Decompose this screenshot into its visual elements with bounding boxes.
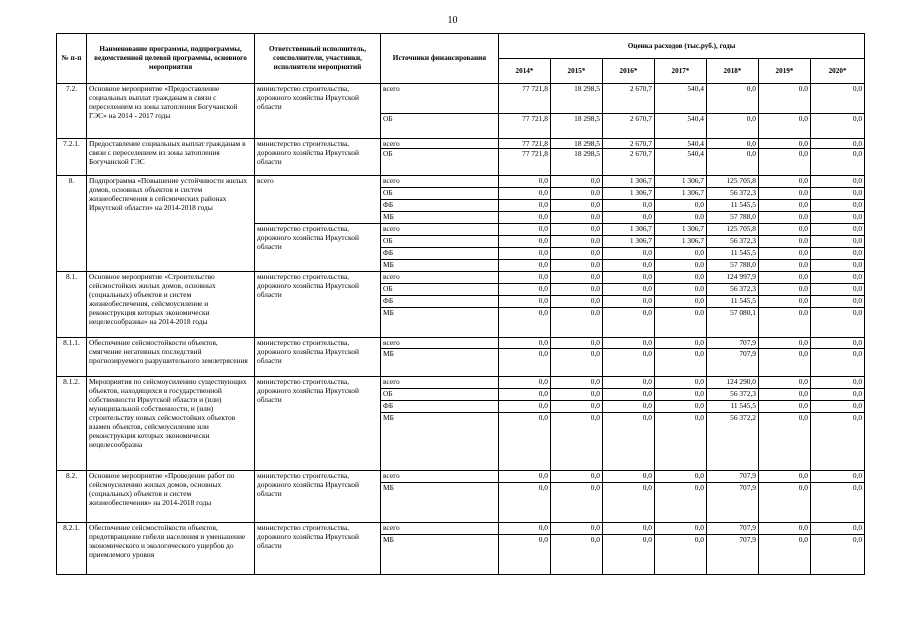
amount-cell: 540,4	[655, 84, 707, 114]
program-name: Подпрограмма «Повышение устойчивости жилых домов, основных объектов и систем жизнеобеспечения в сейсмических районах Иркутской области» на 2014-2018 годы	[87, 176, 255, 272]
amount-cell: 0,0	[499, 523, 551, 535]
amount-cell: 0,0	[655, 349, 707, 377]
amount-cell: 56 372,3	[707, 284, 759, 296]
amount-cell: 57 788,0	[707, 212, 759, 224]
amount-cell: 0,0	[551, 389, 603, 401]
amount-cell: 0,0	[603, 260, 655, 272]
executor-cell: министерство строительства, дорожного хозяйства Иркутской области	[255, 272, 381, 338]
funding-source: всего	[381, 377, 499, 389]
amount-cell: 707,9	[707, 523, 759, 535]
amount-cell: 2 670,7	[603, 84, 655, 114]
amount-cell: 0,0	[603, 471, 655, 483]
funding-source: МБ	[381, 535, 499, 575]
funding-source: МБ	[381, 260, 499, 272]
row-number: 8.	[57, 176, 87, 272]
row-number: 8.2.1.	[57, 523, 87, 575]
amount-cell: 0,0	[655, 284, 707, 296]
amount-cell: 0,0	[759, 212, 811, 224]
row-number: 7.2.	[57, 84, 87, 139]
amount-cell: 0,0	[759, 236, 811, 248]
funding-source: МБ	[381, 212, 499, 224]
amount-cell: 0,0	[811, 188, 865, 200]
amount-cell: 0,0	[551, 212, 603, 224]
amount-cell: 0,0	[603, 401, 655, 413]
executor-cell: министерство строительства, дорожного хозяйства Иркутской области	[255, 523, 381, 575]
amount-cell: 0,0	[811, 389, 865, 401]
amount-cell: 0,0	[499, 349, 551, 377]
amount-cell: 1 306,7	[603, 224, 655, 236]
amount-cell: 0,0	[603, 296, 655, 308]
amount-cell: 0,0	[655, 377, 707, 389]
funding-source: ФБ	[381, 248, 499, 260]
amount-cell: 0,0	[551, 176, 603, 188]
program-name: Основное мероприятие «Проведение работ по сейсмоусилению жилых домов, основных (социальных) объектов и систем жизнеобеспечения» на 2014-2018 годы	[87, 471, 255, 523]
amount-cell: 0,0	[499, 296, 551, 308]
amount-cell: 56 372,3	[707, 389, 759, 401]
amount-cell: 0,0	[759, 149, 811, 176]
amount-cell: 0,0	[759, 338, 811, 349]
amount-cell: 0,0	[759, 471, 811, 483]
funding-source: ОБ	[381, 188, 499, 200]
amount-cell: 0,0	[655, 212, 707, 224]
amount-cell: 0,0	[655, 296, 707, 308]
amount-cell: 77 721,8	[499, 139, 551, 149]
amount-cell: 0,0	[499, 284, 551, 296]
amount-cell: 0,0	[655, 200, 707, 212]
amount-cell: 125 705,8	[707, 176, 759, 188]
amount-cell: 0,0	[603, 535, 655, 575]
amount-cell: 0,0	[603, 200, 655, 212]
amount-cell: 0,0	[759, 535, 811, 575]
header-year: 2019*	[759, 59, 811, 84]
amount-cell: 124 997,9	[707, 272, 759, 284]
amount-cell: 0,0	[759, 296, 811, 308]
funding-source: МБ	[381, 413, 499, 471]
amount-cell: 0,0	[811, 248, 865, 260]
header-num: № п-п	[57, 34, 87, 84]
amount-cell: 0,0	[759, 260, 811, 272]
amount-cell: 0,0	[759, 248, 811, 260]
header-year: 2017*	[655, 59, 707, 84]
amount-cell: 0,0	[707, 149, 759, 176]
header-year: 2015*	[551, 59, 603, 84]
amount-cell: 1 306,7	[655, 236, 707, 248]
amount-cell: 0,0	[499, 377, 551, 389]
amount-cell: 0,0	[603, 338, 655, 349]
amount-cell: 0,0	[759, 188, 811, 200]
amount-cell: 0,0	[811, 236, 865, 248]
amount-cell: 0,0	[655, 272, 707, 284]
amount-cell: 540,4	[655, 114, 707, 139]
amount-cell: 56 372,3	[707, 236, 759, 248]
program-name: Мероприятия по сейсмоусилению существующих объектов, находящихся в государственной собственности Иркутской области и (или) муниципальной собственности, и (или) строительству новых сейсмостойких объектов взамен объектов, сейсмоусиление или реконструкция которых экономически нецелесообразна	[87, 377, 255, 471]
executor-cell: министерство строительства, дорожного хозяйства Иркутской области	[255, 224, 381, 272]
amount-cell: 707,9	[707, 483, 759, 523]
amount-cell: 0,0	[655, 338, 707, 349]
amount-cell: 0,0	[811, 338, 865, 349]
executor-cell: министерство строительства, дорожного хозяйства Иркутской области	[255, 139, 381, 176]
funding-source: всего	[381, 523, 499, 535]
amount-cell: 0,0	[603, 308, 655, 338]
amount-cell: 0,0	[759, 284, 811, 296]
amount-cell: 0,0	[551, 523, 603, 535]
row-number: 8.1.2.	[57, 377, 87, 471]
amount-cell: 0,0	[499, 176, 551, 188]
amount-cell: 0,0	[603, 349, 655, 377]
amount-cell: 0,0	[759, 389, 811, 401]
table-row	[57, 338, 865, 349]
table-row	[57, 176, 865, 188]
amount-cell: 0,0	[759, 200, 811, 212]
funding-source: всего	[381, 176, 499, 188]
program-name: Обеспечение сейсмостойкости объектов, смягчение негативных последствий прогнозируемого разрушительного землетрясения	[87, 338, 255, 377]
amount-cell: 1 306,7	[655, 176, 707, 188]
amount-cell: 0,0	[759, 114, 811, 139]
amount-cell: 2 670,7	[603, 149, 655, 176]
amount-cell: 0,0	[655, 535, 707, 575]
amount-cell: 0,0	[811, 176, 865, 188]
funding-source: всего	[381, 139, 499, 149]
amount-cell: 0,0	[811, 260, 865, 272]
amount-cell: 18 298,5	[551, 149, 603, 176]
table-body	[57, 84, 865, 575]
funding-source: МБ	[381, 308, 499, 338]
executor-cell: министерство строительства, дорожного хозяйства Иркутской области	[255, 377, 381, 471]
amount-cell: 0,0	[551, 200, 603, 212]
amount-cell: 0,0	[655, 389, 707, 401]
funding-source: всего	[381, 84, 499, 114]
amount-cell: 0,0	[551, 349, 603, 377]
funding-source: ОБ	[381, 284, 499, 296]
amount-cell: 0,0	[811, 272, 865, 284]
funding-source: ОБ	[381, 236, 499, 248]
amount-cell: 0,0	[811, 377, 865, 389]
amount-cell: 0,0	[499, 236, 551, 248]
table-row	[57, 272, 865, 284]
funding-source: МБ	[381, 483, 499, 523]
funding-source: ОБ	[381, 389, 499, 401]
amount-cell: 0,0	[655, 401, 707, 413]
amount-cell: 0,0	[551, 272, 603, 284]
amount-cell: 0,0	[759, 483, 811, 523]
amount-cell: 0,0	[811, 84, 865, 114]
amount-cell: 0,0	[499, 413, 551, 471]
amount-cell: 11 545,5	[707, 296, 759, 308]
amount-cell: 0,0	[655, 471, 707, 483]
header-year: 2016*	[603, 59, 655, 84]
amount-cell: 0,0	[603, 272, 655, 284]
table-row	[57, 377, 865, 389]
amount-cell: 0,0	[551, 377, 603, 389]
row-number: 8.1.1.	[57, 338, 87, 377]
amount-cell: 77 721,8	[499, 149, 551, 176]
amount-cell: 1 306,7	[655, 188, 707, 200]
amount-cell: 0,0	[551, 471, 603, 483]
amount-cell: 0,0	[811, 284, 865, 296]
amount-cell: 0,0	[603, 377, 655, 389]
amount-cell: 707,9	[707, 471, 759, 483]
row-number: 8.1.	[57, 272, 87, 338]
amount-cell: 0,0	[811, 139, 865, 149]
amount-cell: 0,0	[811, 413, 865, 471]
header-name: Наименование программы, подпрограммы, ведомственной целевой программы, основного мероприятия	[87, 34, 255, 84]
amount-cell: 0,0	[551, 224, 603, 236]
amount-cell: 0,0	[811, 149, 865, 176]
amount-cell: 1 306,7	[603, 188, 655, 200]
amount-cell: 1 306,7	[603, 236, 655, 248]
amount-cell: 18 298,5	[551, 139, 603, 149]
header-source: Источники финансирования	[381, 34, 499, 84]
amount-cell: 0,0	[759, 224, 811, 236]
amount-cell: 0,0	[759, 84, 811, 114]
amount-cell: 0,0	[551, 284, 603, 296]
amount-cell: 0,0	[499, 471, 551, 483]
amount-cell: 0,0	[551, 260, 603, 272]
header-year: 2018*	[707, 59, 759, 84]
amount-cell: 0,0	[759, 308, 811, 338]
funding-source: всего	[381, 224, 499, 236]
amount-cell: 18 298,5	[551, 84, 603, 114]
amount-cell: 0,0	[603, 284, 655, 296]
amount-cell: 125 705,8	[707, 224, 759, 236]
amount-cell: 707,9	[707, 349, 759, 377]
amount-cell: 77 721,8	[499, 114, 551, 139]
amount-cell: 0,0	[707, 139, 759, 149]
amount-cell: 0,0	[499, 188, 551, 200]
amount-cell: 0,0	[551, 188, 603, 200]
amount-cell: 0,0	[811, 224, 865, 236]
amount-cell: 0,0	[551, 296, 603, 308]
amount-cell: 124 290,0	[707, 377, 759, 389]
amount-cell: 0,0	[655, 523, 707, 535]
amount-cell: 57 080,1	[707, 308, 759, 338]
amount-cell: 0,0	[551, 413, 603, 471]
header-estimate: Оценка расходов (тыс.руб.), годы	[499, 34, 865, 59]
amount-cell: 11 545,5	[707, 401, 759, 413]
funding-source: всего	[381, 338, 499, 349]
amount-cell: 0,0	[811, 471, 865, 483]
table-row	[57, 523, 865, 535]
amount-cell: 0,0	[655, 483, 707, 523]
amount-cell: 11 545,5	[707, 248, 759, 260]
budget-table	[56, 33, 865, 575]
amount-cell: 0,0	[603, 212, 655, 224]
amount-cell: 0,0	[811, 296, 865, 308]
program-name: Основное мероприятие «Предоставление социальных выплат гражданам в связи с переселением из зоны затопления Богучанской ГЭС» на 2014 - 2017 годы	[87, 84, 255, 139]
amount-cell: 0,0	[499, 401, 551, 413]
executor-cell: министерство строительства, дорожного хозяйства Иркутской области	[255, 338, 381, 377]
amount-cell: 0,0	[811, 483, 865, 523]
amount-cell: 57 788,0	[707, 260, 759, 272]
header-executor: Ответственный исполнитель, соисполнители, участники, исполнители мероприятий	[255, 34, 381, 84]
header-year: 2014*	[499, 59, 551, 84]
amount-cell: 0,0	[759, 349, 811, 377]
amount-cell: 0,0	[759, 523, 811, 535]
amount-cell: 0,0	[811, 308, 865, 338]
funding-source: ФБ	[381, 200, 499, 212]
amount-cell: 0,0	[551, 308, 603, 338]
amount-cell: 0,0	[759, 377, 811, 389]
program-name: Обеспечение сейсмостойкости объектов, предотвращение гибели населения и уменьшение экономического и экологического ущербов до приемлемого уровня	[87, 523, 255, 575]
amount-cell: 0,0	[551, 401, 603, 413]
amount-cell: 0,0	[551, 248, 603, 260]
amount-cell: 0,0	[603, 523, 655, 535]
amount-cell: 0,0	[811, 523, 865, 535]
header-year: 2020*	[811, 59, 865, 84]
amount-cell: 56 372,2	[707, 413, 759, 471]
amount-cell: 0,0	[499, 248, 551, 260]
amount-cell: 1 306,7	[655, 224, 707, 236]
amount-cell: 0,0	[655, 248, 707, 260]
amount-cell: 540,4	[655, 149, 707, 176]
amount-cell: 11 545,5	[707, 200, 759, 212]
program-name: Основное мероприятие «Строительство сейсмостойких жилых домов, основных (социальных) объектов и систем жизнеобеспечения, сейсмоусиление и реконструкция которых экономически нецелесообразны» на 2014-2018 годы	[87, 272, 255, 338]
amount-cell: 0,0	[707, 84, 759, 114]
amount-cell: 0,0	[551, 236, 603, 248]
amount-cell: 0,0	[499, 389, 551, 401]
funding-source: всего	[381, 272, 499, 284]
executor-cell: министерство строительства, дорожного хозяйства Иркутской области	[255, 471, 381, 523]
funding-source: ФБ	[381, 401, 499, 413]
amount-cell: 18 298,5	[551, 114, 603, 139]
amount-cell: 0,0	[499, 535, 551, 575]
amount-cell: 0,0	[499, 272, 551, 284]
amount-cell: 0,0	[811, 535, 865, 575]
amount-cell: 0,0	[551, 338, 603, 349]
table-row	[57, 84, 865, 114]
amount-cell: 707,9	[707, 338, 759, 349]
amount-cell: 707,9	[707, 535, 759, 575]
amount-cell: 2 670,7	[603, 114, 655, 139]
amount-cell: 1 306,7	[603, 176, 655, 188]
amount-cell: 0,0	[759, 176, 811, 188]
amount-cell: 0,0	[499, 212, 551, 224]
amount-cell: 2 670,7	[603, 139, 655, 149]
amount-cell: 0,0	[499, 224, 551, 236]
amount-cell: 0,0	[603, 248, 655, 260]
amount-cell: 540,4	[655, 139, 707, 149]
table-row	[57, 139, 865, 149]
row-number: 8.2.	[57, 471, 87, 523]
page-number: 10	[447, 15, 458, 26]
amount-cell: 0,0	[759, 272, 811, 284]
amount-cell: 0,0	[551, 535, 603, 575]
funding-source: ФБ	[381, 296, 499, 308]
amount-cell: 77 721,8	[499, 84, 551, 114]
amount-cell: 0,0	[603, 389, 655, 401]
amount-cell: 0,0	[499, 200, 551, 212]
amount-cell: 0,0	[655, 413, 707, 471]
amount-cell: 0,0	[499, 483, 551, 523]
funding-source: всего	[381, 471, 499, 483]
amount-cell: 0,0	[499, 338, 551, 349]
executor-cell: министерство строительства, дорожного хозяйства Иркутской области	[255, 84, 381, 139]
program-name: Предоставление социальных выплат гражданам в связи с переселением из зоны затопления Богучанской ГЭС	[87, 139, 255, 176]
amount-cell: 0,0	[603, 483, 655, 523]
amount-cell: 0,0	[811, 401, 865, 413]
amount-cell: 0,0	[655, 308, 707, 338]
amount-cell: 0,0	[707, 114, 759, 139]
funding-source: ОБ	[381, 114, 499, 139]
amount-cell: 0,0	[811, 114, 865, 139]
table-row	[57, 471, 865, 483]
amount-cell: 0,0	[499, 260, 551, 272]
amount-cell: 56 372,3	[707, 188, 759, 200]
amount-cell: 0,0	[499, 308, 551, 338]
amount-cell: 0,0	[759, 413, 811, 471]
amount-cell: 0,0	[655, 260, 707, 272]
amount-cell: 0,0	[603, 413, 655, 471]
amount-cell: 0,0	[551, 483, 603, 523]
amount-cell: 0,0	[811, 212, 865, 224]
amount-cell: 0,0	[811, 349, 865, 377]
amount-cell: 0,0	[759, 139, 811, 149]
funding-source: ОБ	[381, 149, 499, 176]
amount-cell: 0,0	[759, 401, 811, 413]
funding-source: МБ	[381, 349, 499, 377]
row-number: 7.2.1.	[57, 139, 87, 176]
executor-cell: всего	[255, 176, 381, 224]
amount-cell: 0,0	[811, 200, 865, 212]
